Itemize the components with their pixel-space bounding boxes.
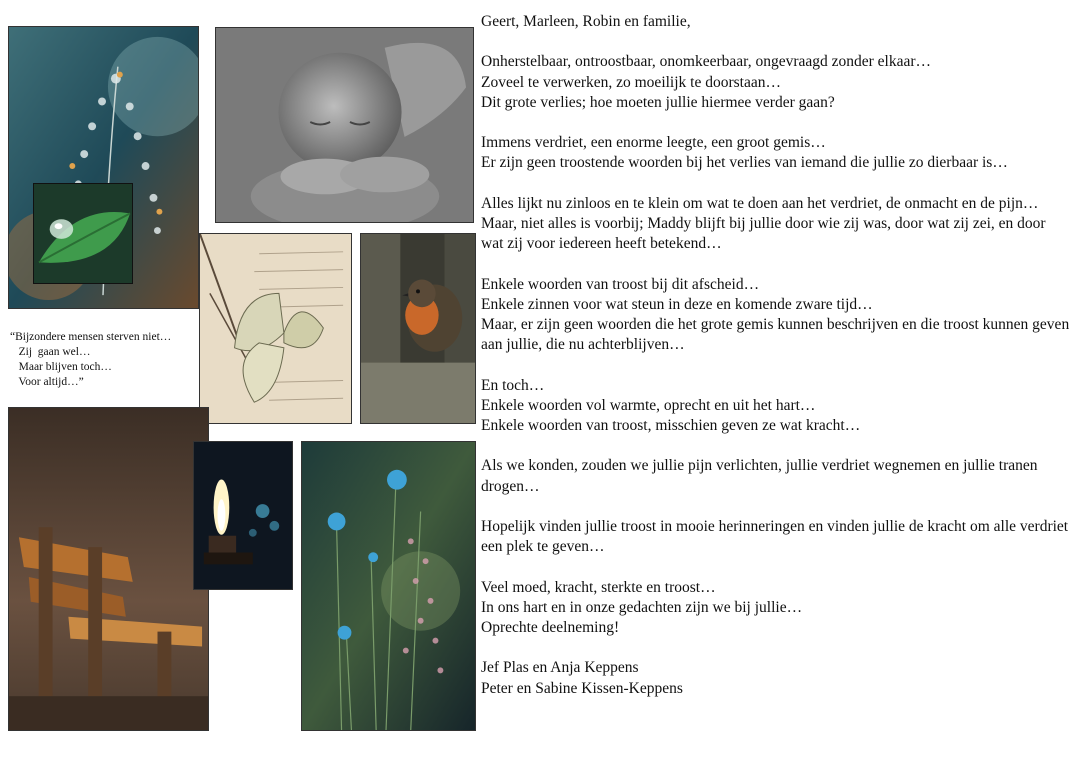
letter-line: Veel moed, kracht, sterkte en troost… <box>481 578 716 596</box>
angel-statue-photo <box>215 27 474 223</box>
quote-line: Zij gaan wel… <box>10 346 91 358</box>
quote-line: Maar blijven toch… <box>10 361 112 373</box>
letter-paragraph <box>481 275 1071 356</box>
letter-paragraph <box>481 376 1071 437</box>
memorial-quote <box>10 330 200 390</box>
quote-line: Voor altijd…” <box>10 376 84 388</box>
letter-line: Enkele woorden van troost, misschien geven ze wat kracht… <box>481 416 861 434</box>
letter-line: In ons hart en in onze gedachten zijn we bij jullie… <box>481 598 803 616</box>
quote-line: “Bijzondere mensen sterven niet… <box>10 331 172 343</box>
letter-line: Alles lijkt nu zinloos en te klein om wat te doen aan het verdriet, de onmacht en de pijn… <box>481 194 1039 212</box>
letter-greeting: Geert, Marleen, Robin en familie, <box>481 13 691 30</box>
letter-line: Zoveel te verwerken, zo moeilijk te doorstaan… <box>481 73 781 91</box>
letter-signatures <box>481 658 1071 698</box>
letter-paragraph <box>481 133 1071 173</box>
letter-line: En toch… <box>481 376 545 394</box>
letter-line: Enkele woorden vol warmte, oprecht en uit het hart… <box>481 396 816 414</box>
letter-line: Enkele zinnen voor wat steun in deze en komende zware tijd… <box>481 295 873 313</box>
wildflowers-photo <box>301 441 476 731</box>
condolence-letter <box>481 12 1071 719</box>
letter-paragraph <box>481 194 1071 255</box>
letter-paragraph <box>481 52 1071 113</box>
letter-line: Maar, er zijn geen woorden die het grote gemis kunnen beschrijven en die troost kunnen geven aan jullie, die nu achterblijven… <box>481 315 1070 354</box>
letter-line: Oprechte deelneming! <box>481 618 620 636</box>
butterfly-letter-photo <box>199 233 352 424</box>
letter-paragraph <box>481 578 1071 639</box>
letter-line: Maar, niet alles is voorbij; Maddy blijft bij jullie door wie zij was, door wat zij zei, en door wat zij voor iedereen heeft betekend… <box>481 214 1046 253</box>
bench-photo <box>8 407 209 731</box>
letter-line: Er zijn geen troostende woorden bij het verlies van iemand die jullie zo dierbaar is… <box>481 154 1008 172</box>
letter-line: Immens verdriet, een enorme leegte, een groot gemis… <box>481 134 826 152</box>
leaf-drop-photo <box>33 183 133 284</box>
signature-line: Jef Plas en Anja Keppens <box>481 659 639 677</box>
letter-paragraph <box>481 456 1071 496</box>
letter-line: Als we konden, zouden we jullie pijn verlichten, jullie verdriet wegnemen en jullie tranen drogen… <box>481 457 1038 495</box>
letter-paragraph <box>481 517 1071 557</box>
signature-line: Peter en Sabine Kissen-Keppens <box>481 679 683 697</box>
robin-photo <box>360 233 476 424</box>
letter-line: Onherstelbaar, ontroostbaar, onomkeerbaar, ongevraagd zonder elkaar… <box>481 53 932 71</box>
candle-photo <box>193 441 293 590</box>
letter-line: Hopelijk vinden jullie troost in mooie herinneringen en vinden jullie de kracht om alle verdriet een plek te geven… <box>481 517 1069 556</box>
letter-line: Enkele woorden van troost bij dit afscheid… <box>481 275 760 293</box>
letter-line: Dit grote verlies; hoe moeten jullie hiermee verder gaan? <box>481 93 835 111</box>
